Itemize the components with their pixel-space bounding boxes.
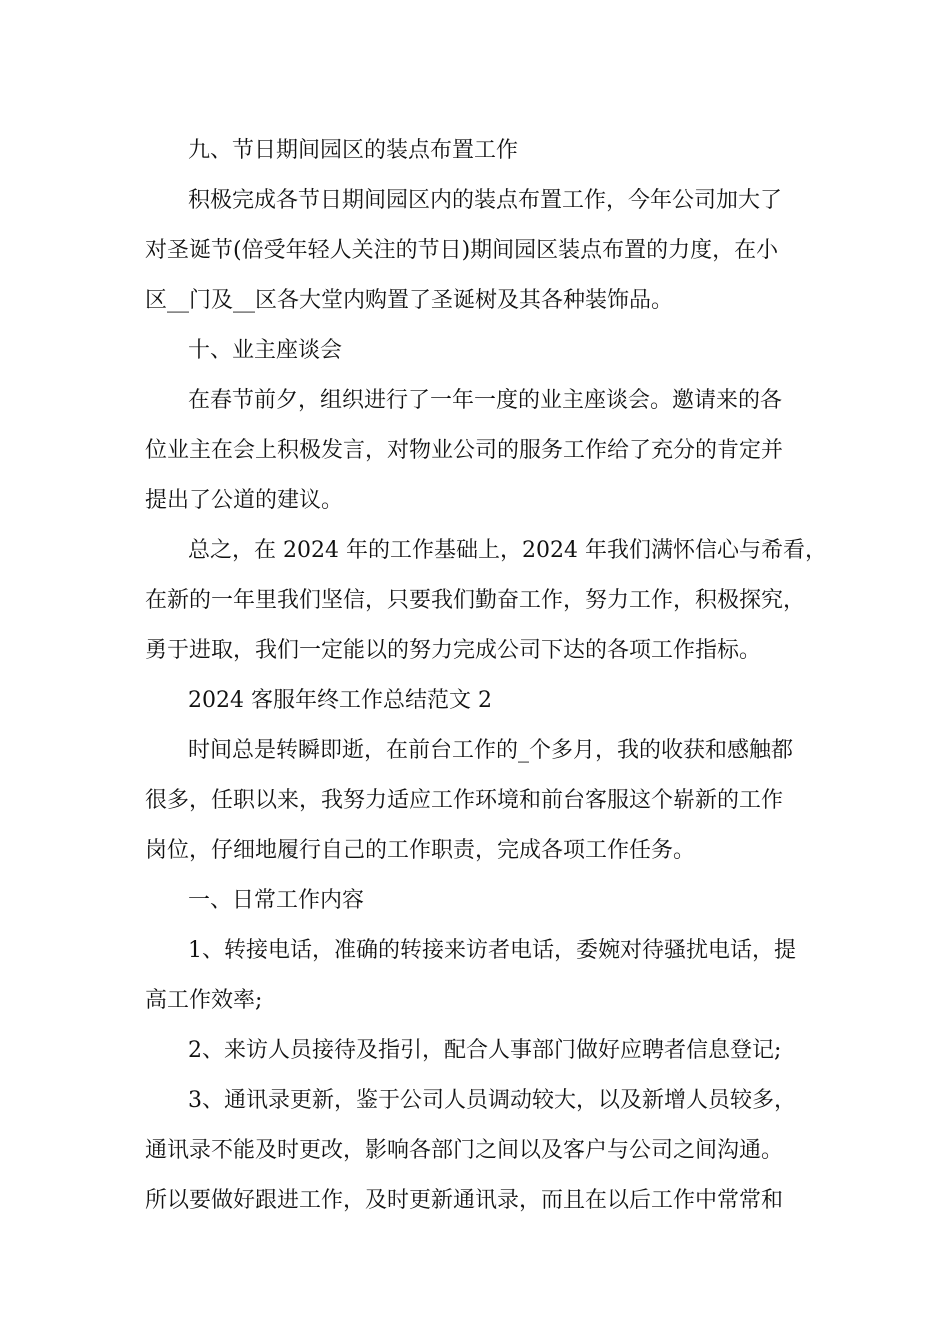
paragraph-line: 很多，任职以来，我努力适应工作环境和前台客服这个崭新的工作	[145, 788, 784, 813]
list-item-line: 所以要做好跟进工作，及时更新通讯录，而且在以后工作中常常和	[145, 1188, 784, 1213]
paragraph-line: 提出了公道的建议。	[145, 488, 344, 513]
paragraph-line: 在新的一年里我们坚信，只要我们勤奋工作，努力工作，积极探究，	[145, 588, 806, 613]
paragraph-line: 对圣诞节(倍受年轻人关注的节日)期间园区装点布置的力度，在小	[145, 238, 779, 263]
paragraph-line: 岗位，仔细地履行自己的工作职责，完成各项工作任务。	[145, 838, 696, 863]
section-heading-owner-meeting: 十、业主座谈会	[188, 338, 343, 363]
paragraph-line: 位业主在会上积极发言，对物业公司的服务工作给了充分的肯定并	[145, 438, 784, 463]
list-item-line: 3、通讯录更新，鉴于公司人员调动较大，以及新增人员较多，	[188, 1088, 796, 1113]
section-heading-decorations: 九、节日期间园区的装点布置工作	[188, 138, 519, 163]
list-item-line: 1、转接电话，准确的转接来访者电话，委婉对待骚扰电话，提	[188, 938, 796, 963]
paragraph-line: 区__门及__区各大堂内购置了圣诞树及其各种装饰品。	[145, 288, 674, 313]
paragraph-line: 积极完成各节日期间园区内的装点布置工作，今年公司加大了	[188, 188, 783, 213]
list-item-line: 2、来访人员接待及指引，配合人事部门做好应聘者信息登记;	[188, 1038, 782, 1063]
section-heading-daily-work: 一、日常工作内容	[188, 888, 365, 913]
paragraph-line: 勇于进取，我们一定能以的努力完成公司下达的各项工作指标。	[145, 638, 762, 663]
paragraph-line: 在春节前夕，组织进行了一年一度的业主座谈会。邀请来的各	[188, 388, 783, 413]
paragraph-line: 时间总是转瞬即逝，在前台工作的_个多月，我的收获和感触都	[188, 738, 794, 763]
list-item-line: 高工作效率;	[145, 988, 263, 1013]
paragraph-line: 总之，在 2024 年的工作基础上，2024 年我们满怀信心与希看，	[188, 538, 827, 563]
article-title: 2024 客服年终工作总结范文 2	[188, 688, 492, 713]
list-item-line: 通讯录不能及时更改，影响各部门之间以及客户与公司之间沟通。	[145, 1138, 784, 1163]
